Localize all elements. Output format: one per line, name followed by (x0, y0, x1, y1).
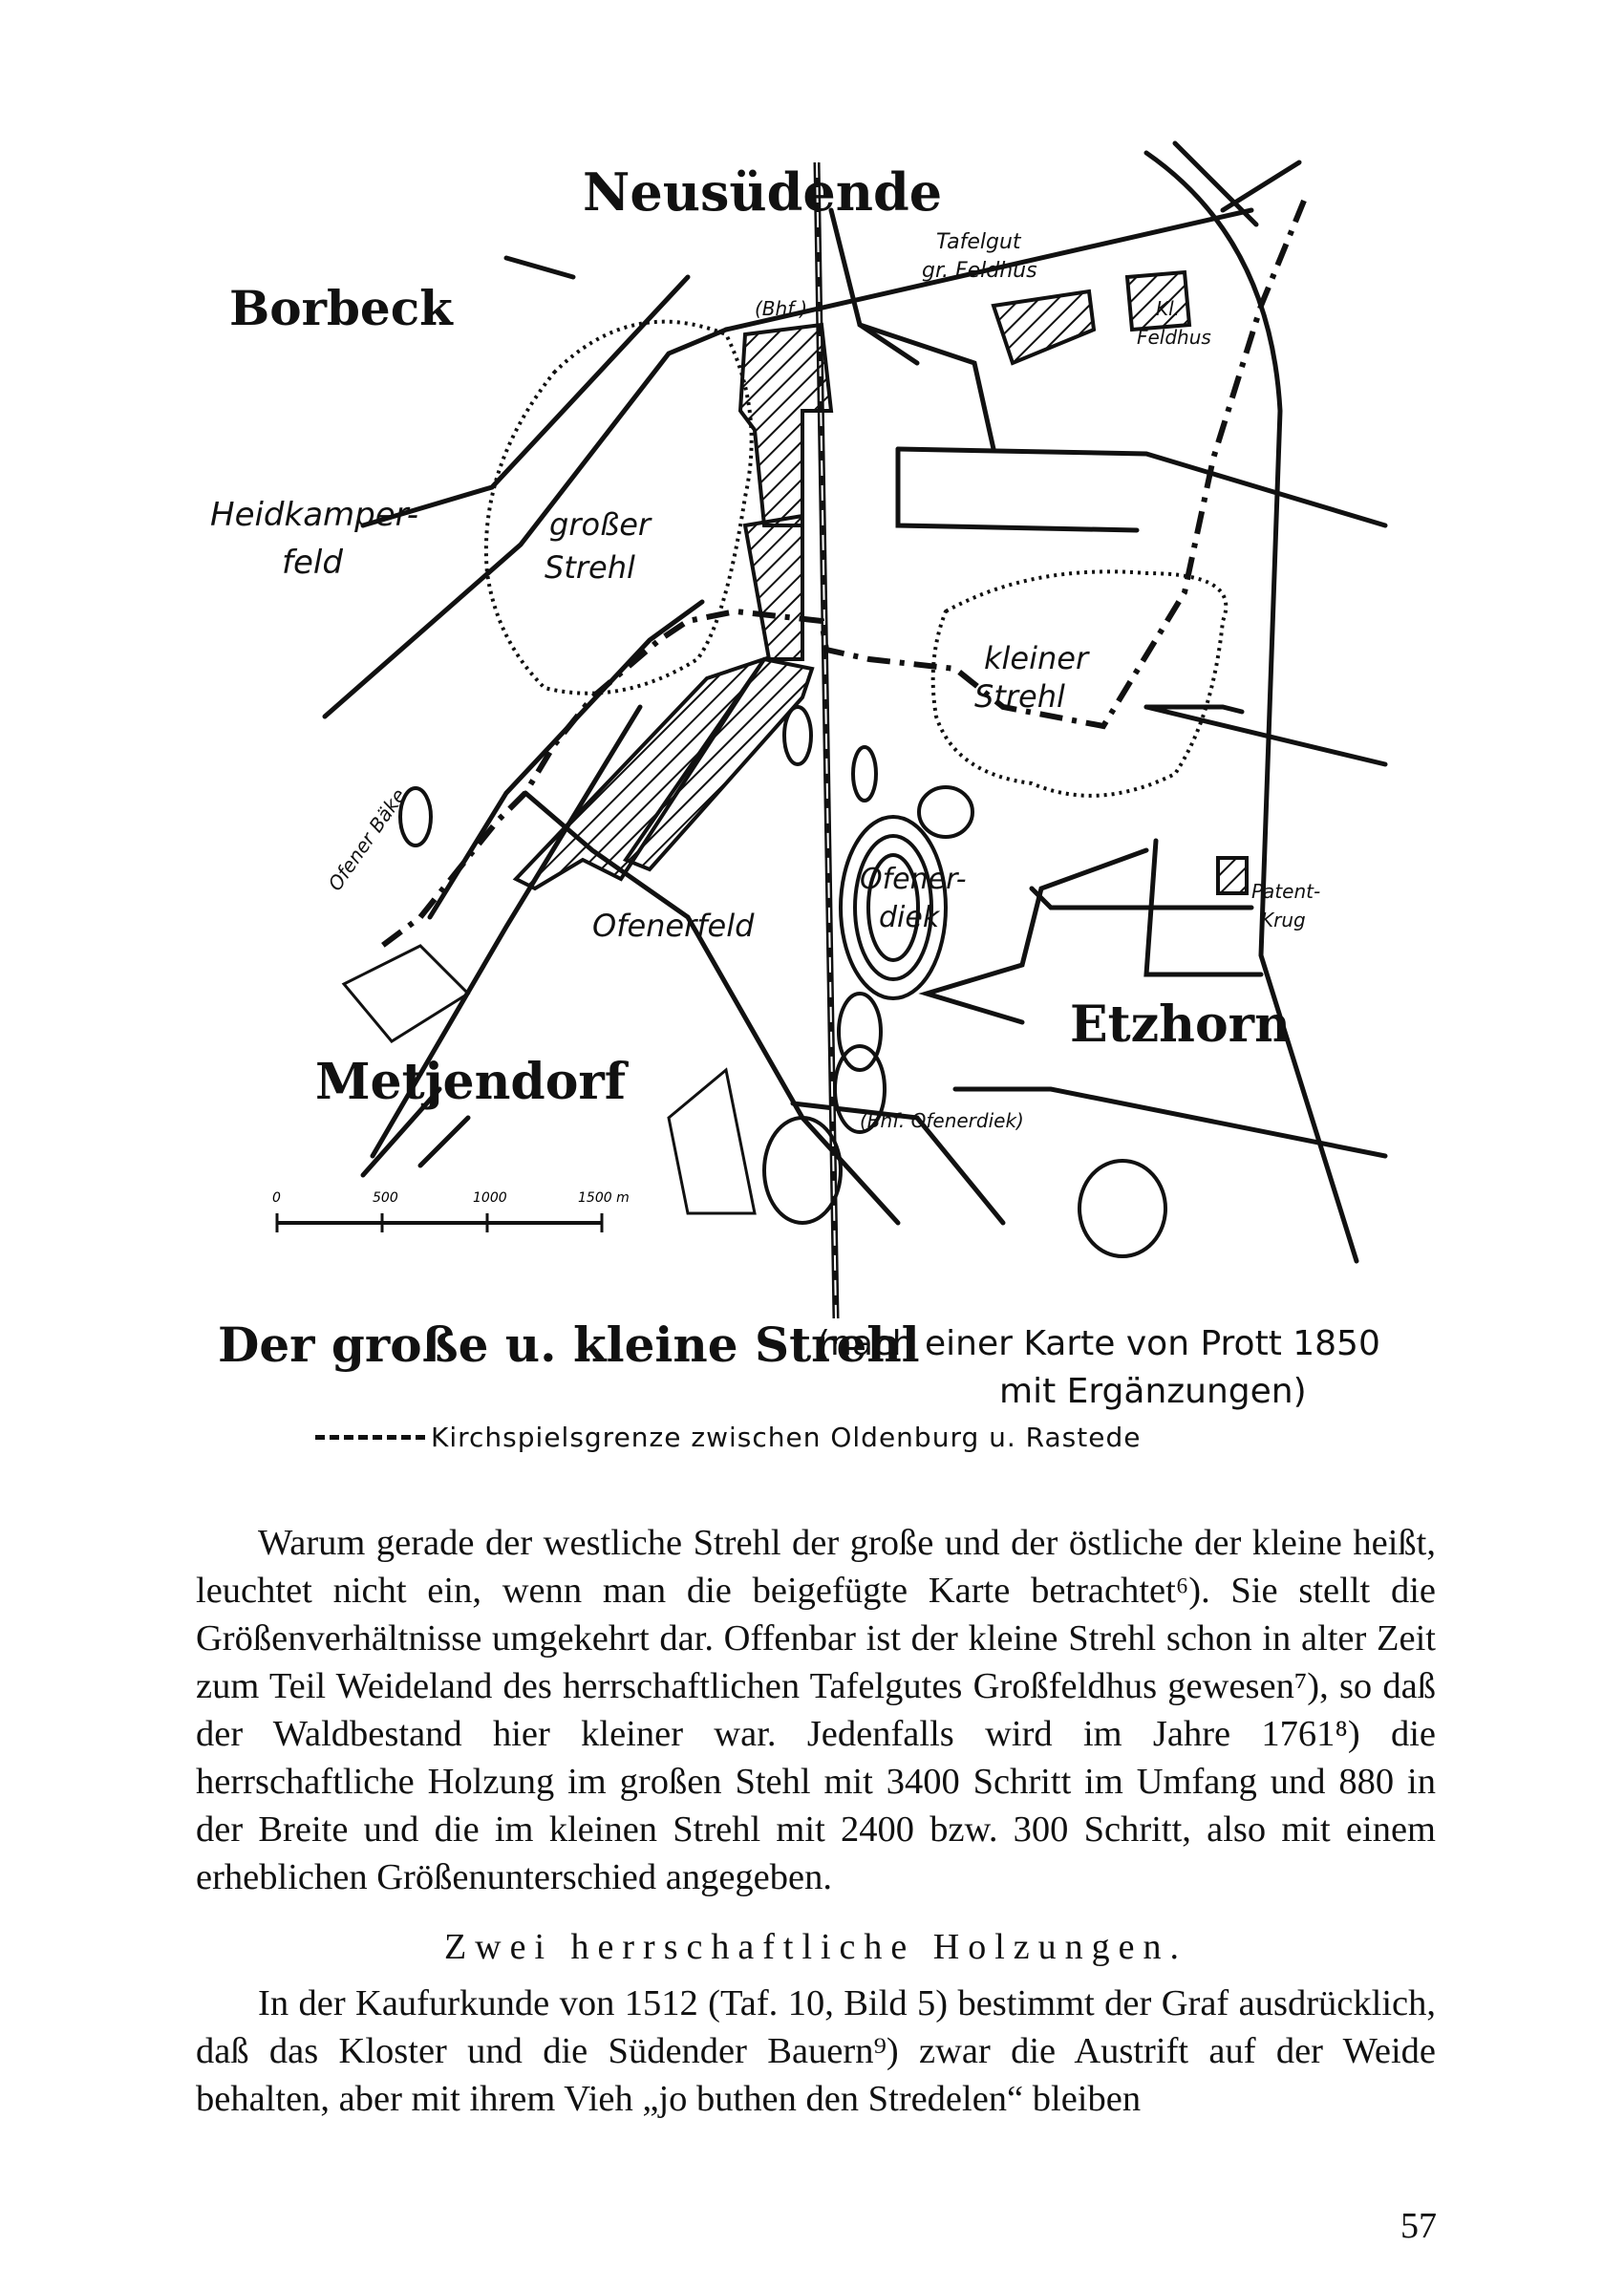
map-svg (191, 124, 1433, 1318)
section-heading: Zwei herrschaftliche Holzungen. (443, 1927, 1188, 1967)
label-metjendorf: Metjendorf (315, 1053, 627, 1111)
label-kleiner-2: Strehl (974, 678, 1065, 715)
label-borbeck: Borbeck (229, 280, 453, 336)
label-ofenerfeld: Ofenerfeld (592, 908, 755, 944)
label-ofenerdiek-1: Ofener- (860, 863, 967, 896)
label-patent-2: Krug (1261, 909, 1306, 931)
scale-label-500: 500 (373, 1190, 398, 1206)
label-etzhorn: Etzhorn (1070, 995, 1291, 1054)
label-ofener-baeke: Ofener Bäke (323, 784, 411, 895)
scale-label-0: 0 (272, 1190, 281, 1206)
page-number: 57 (1400, 2206, 1437, 2246)
scale-label-1000: 1000 (473, 1190, 507, 1206)
figure-caption-title: Der große u. kleine Strehl (218, 1316, 920, 1373)
label-grosser-1: großer (549, 506, 652, 543)
label-tafelgut: Tafelgut (936, 230, 1021, 254)
label-neusuedende: Neusüdende (583, 161, 943, 223)
map-figure (191, 124, 1433, 1318)
label-kl-feldhus-1: Kl. (1156, 297, 1181, 320)
label-patent-1: Patent- (1251, 880, 1321, 903)
legend-text: Kirchspielsgrenze zwischen Oldenburg u. Rastede (431, 1422, 1142, 1453)
scale-bar (272, 1190, 630, 1232)
figure-caption-source-1: (nach einer Karte von Prott 1850 (817, 1324, 1380, 1363)
label-heidkamper-2: feld (282, 544, 343, 582)
label-kleiner-1: kleiner (984, 640, 1089, 676)
label-grosser-2: Strehl (545, 549, 635, 586)
label-heidkamper-1: Heidkamper- (210, 496, 419, 534)
label-ofenerdiek-2: diek (879, 901, 940, 934)
label-bhf-ofenerdiek: (Bhf. Ofenerdiek) (860, 1109, 1024, 1132)
scale-label-1500: 1500 m (578, 1190, 630, 1206)
label-kl-feldhus-2: Feldhus (1137, 326, 1211, 349)
figure-legend (315, 1422, 1141, 1453)
figure-caption-source-2: mit Ergänzungen) (999, 1372, 1307, 1411)
ponds (400, 707, 1165, 1256)
paragraph-1: Warum gerade der westliche Strehl der große und der östliche der kleine heißt, leuchtet nicht ein, wenn man die beigefügte Karte betrachtet⁶). Sie stellt die Größenverhältnisse umgekehrt dar. Offenbar ist der kleine Strehl schon in alter Zeit zum Teil Weideland des herrschaftlichen Tafelgutes Großfeldhus gewesen⁷), so daß der Waldbestand hier kleiner war. Jedenfalls wird im Jahre 1761⁸) die herrschaftliche Holzung im großen Stehl mit 3400 Schritt im Umfang und 880 in der Breite und die im kleinen Strehl mit 2400 bzw. 300 Schritt, also mit einem erheblichen Größenunterschied angegeben. (196, 1523, 1436, 1897)
label-gr-feldhus: gr. Feldhus (922, 259, 1037, 283)
label-bhf-top: (Bhf.) (755, 297, 808, 320)
paragraph-2: In der Kaufurkunde von 1512 (Taf. 10, Bild 5) bestimmt der Graf ausdrücklich, daß das Kloster und die Südender Bauern⁹) zwar die Austrift auf der Weide behalten, aber mit ihrem Vieh „jo buthen den Stredelen“ bleiben (196, 1983, 1436, 2119)
legend-dash-dot-line (315, 1435, 425, 1440)
